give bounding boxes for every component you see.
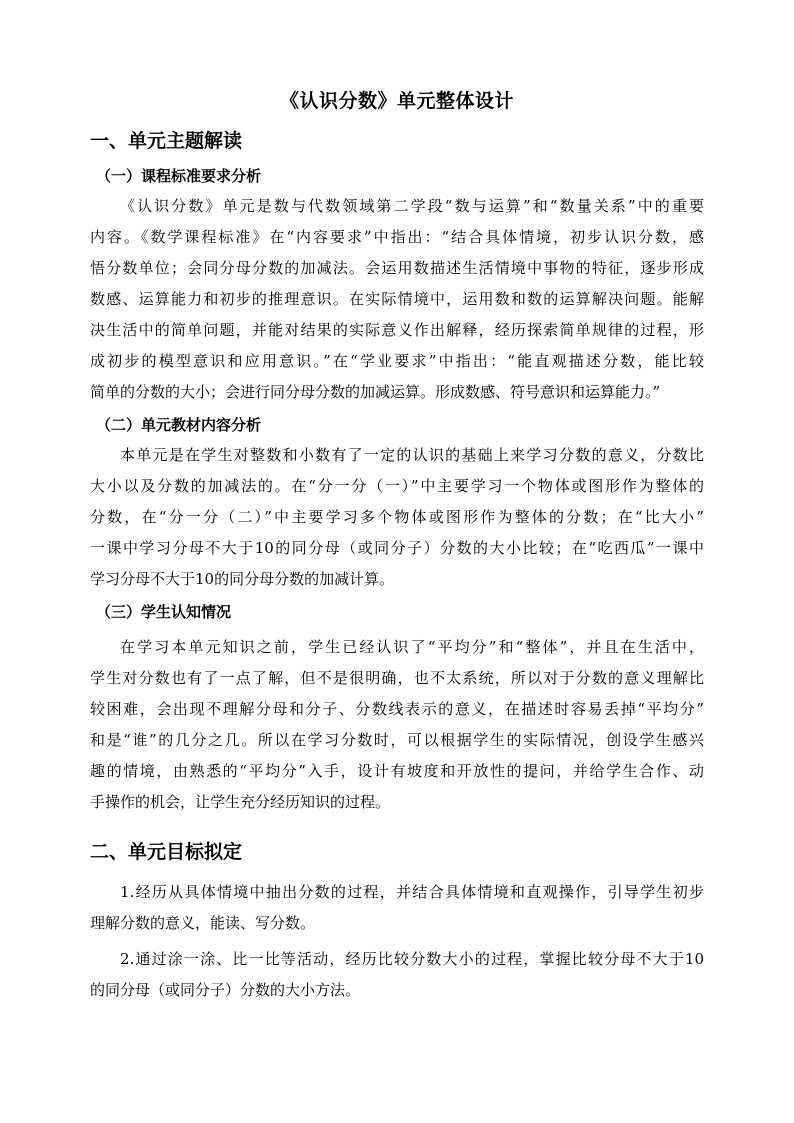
text-line: 和是“谁”的几分之几。所以在学习分数时，可以根据学生的实际情况，创设学生感兴 <box>90 731 704 749</box>
section-heading-1: 一、单元主题解读 <box>90 130 243 152</box>
text-line: 手操作的机会，让学生充分经历知识的过程。 <box>90 793 391 811</box>
text-line: 学习分母不大于10的同分母分数的加减计算。 <box>90 570 395 588</box>
subsection-heading-1: （一）课程标准要求分析 <box>96 167 262 185</box>
text-line: 一课中学习分母不大于10的同分母（或同分子）分数的大小比较；在“吃西瓜”一课中 <box>90 539 704 557</box>
text-line: 决生活中的简单问题，并能对结果的实际意义作出解释，经历探索简单规律的过程，形 <box>90 321 704 339</box>
paragraph-curriculum-standard <box>90 191 704 408</box>
text-line: 学生对分数也有了一点了解，但不是很明确，也不太系统，所以对于分数的意义理解比 <box>90 669 704 687</box>
text-line: 本单元是在学生对整数和小数有了一定的认识的基础上来学习分数的意义，分数比 <box>120 446 704 464</box>
paragraph-goal-2 <box>90 944 704 1006</box>
text-line: 《认识分数》单元是数与代数领域第二学段“数与运算”和“数量关系”中的重要 <box>120 197 704 215</box>
subsection-heading-2: （二）单元教材内容分析 <box>96 416 262 434</box>
subsection-heading-3: （三）学生认知情况 <box>96 603 232 621</box>
text-line: 分数，在“分一分（二）”中主要学习多个物体或图形作为整体的分数；在“比大小” <box>90 508 704 526</box>
text-line: 大小以及分数的加减法的。在“分一分（一）”中主要学习一个物体或图形作为整体的 <box>90 477 704 495</box>
text-line: 的同分母（或同分子）分数的大小方法。 <box>90 981 361 999</box>
text-line: 2.通过涂一涂、比一比等活动，经历比较分数大小的过程，掌握比较分母不大于10 <box>120 950 704 968</box>
text-line: 趣的情境，由熟悉的“平均分”入手，设计有坡度和开放性的提问，并给学生合作、动 <box>90 762 704 780</box>
text-line: 1.经历从具体情境中抽出分数的过程，并结合具体情境和直观操作，引导学生初步 <box>120 883 704 901</box>
text-line: 数感、运算能力和初步的推理意识。在实际情境中，运用数和数的运算解决问题。能解 <box>90 290 704 308</box>
text-line: 简单的分数的大小；会进行同分母分数的加减运算。形成数感、符号意识和运算能力。” <box>90 383 661 401</box>
text-line: 理解分数的意义，能读、写分数。 <box>90 914 316 932</box>
text-line: 悟分数单位；会同分母分数的加减法。会运用数描述生活情境中事物的特征，逐步形成 <box>90 259 704 277</box>
text-line: 在学习本单元知识之前，学生已经认识了“平均分”和“整体”，并且在生活中， <box>120 638 704 656</box>
text-line: 内容。《数学课程标准》在“内容要求”中指出：“结合具体情境，初步认识分数，感 <box>90 228 704 246</box>
text-line: 成初步的模型意识和应用意识。”在“学业要求”中指出：“能直观描述分数，能比较 <box>90 352 704 370</box>
document-title: 《认识分数》单元整体设计 <box>279 90 514 112</box>
paragraph-student-cognition <box>90 632 704 818</box>
paragraph-textbook-content <box>90 440 704 595</box>
paragraph-goal-1 <box>90 877 704 939</box>
text-line: 较困难，会出现不理解分母和分子、分数线表示的意义，在描述时容易丢掉“平均分” <box>90 700 704 718</box>
section-heading-2: 二、单元目标拟定 <box>90 841 243 863</box>
